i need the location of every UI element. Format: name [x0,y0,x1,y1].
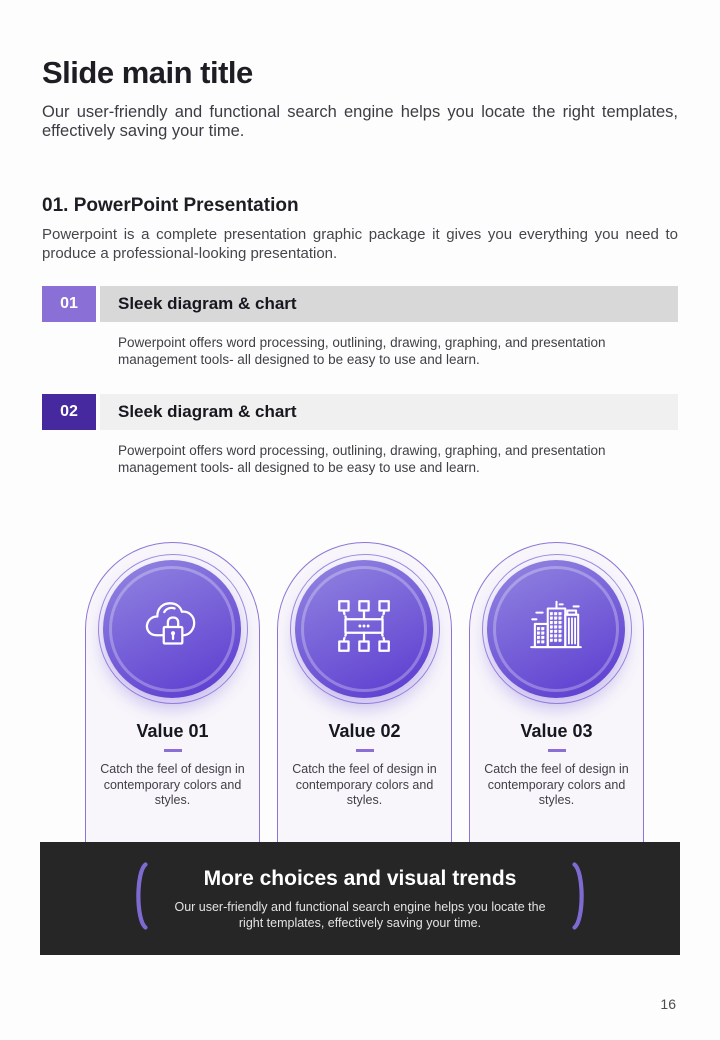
banner-description: Our user-friendly and functional search engine helps you locate the right templates, effectively saving your time. [174,899,546,930]
page-title: Slide main title [42,55,253,90]
feature-number-badge: 02 [42,394,96,430]
card-accent-dash [356,749,374,752]
cloud-lock-icon [139,593,205,664]
page-number: 16 [660,996,676,1012]
banner-text-block [174,867,546,931]
icon-disc [487,560,625,698]
slide-content [0,0,720,476]
icon-ring [482,554,632,704]
card-title: Value 01 [136,721,209,741]
right-bracket-icon [570,861,590,936]
card-description: Catch the feel of design in contemporary colors and styles. [484,762,629,807]
section-heading: 01. PowerPoint Presentation [42,195,299,216]
card-title: Value 03 [520,721,593,741]
city-buildings-icon [523,593,589,664]
feature-row-02 [42,394,678,430]
page-subtitle: Our user-friendly and functional search engine helps you locate the right templates, effectively saving your time. [42,103,678,140]
network-diagram-icon [331,593,397,664]
feature-title-bar: Sleek diagram & chart [100,286,678,322]
card-title: Value 02 [328,721,401,741]
card-accent-dash [548,749,566,752]
value-cards [85,542,644,872]
value-card-3 [469,542,644,872]
value-card-2 [277,542,452,872]
banner-title: More choices and visual trends [203,866,517,890]
feature-number-badge: 01 [42,286,96,322]
section-body: Powerpoint is a complete presentation graphic package it gives you everything you need to produce a professional-looking presentation. [42,226,678,262]
icon-disc [295,560,433,698]
feature-title-bar: Sleek diagram & chart [100,394,678,430]
feature-row-01 [42,286,678,322]
icon-ring [98,554,248,704]
feature-description: Powerpoint offers word processing, outlining, drawing, graphing, and presentation management tools- all designed to be easy to use and learn. [118,443,606,475]
card-description: Catch the feel of design in contemporary colors and styles. [292,762,437,807]
card-description: Catch the feel of design in contemporary colors and styles. [100,762,245,807]
footer-banner [40,842,680,955]
left-bracket-icon [130,861,150,936]
feature-description: Powerpoint offers word processing, outlining, drawing, graphing, and presentation management tools- all designed to be easy to use and learn. [118,335,606,367]
value-card-1 [85,542,260,872]
icon-ring [290,554,440,704]
card-accent-dash [164,749,182,752]
icon-disc [103,560,241,698]
